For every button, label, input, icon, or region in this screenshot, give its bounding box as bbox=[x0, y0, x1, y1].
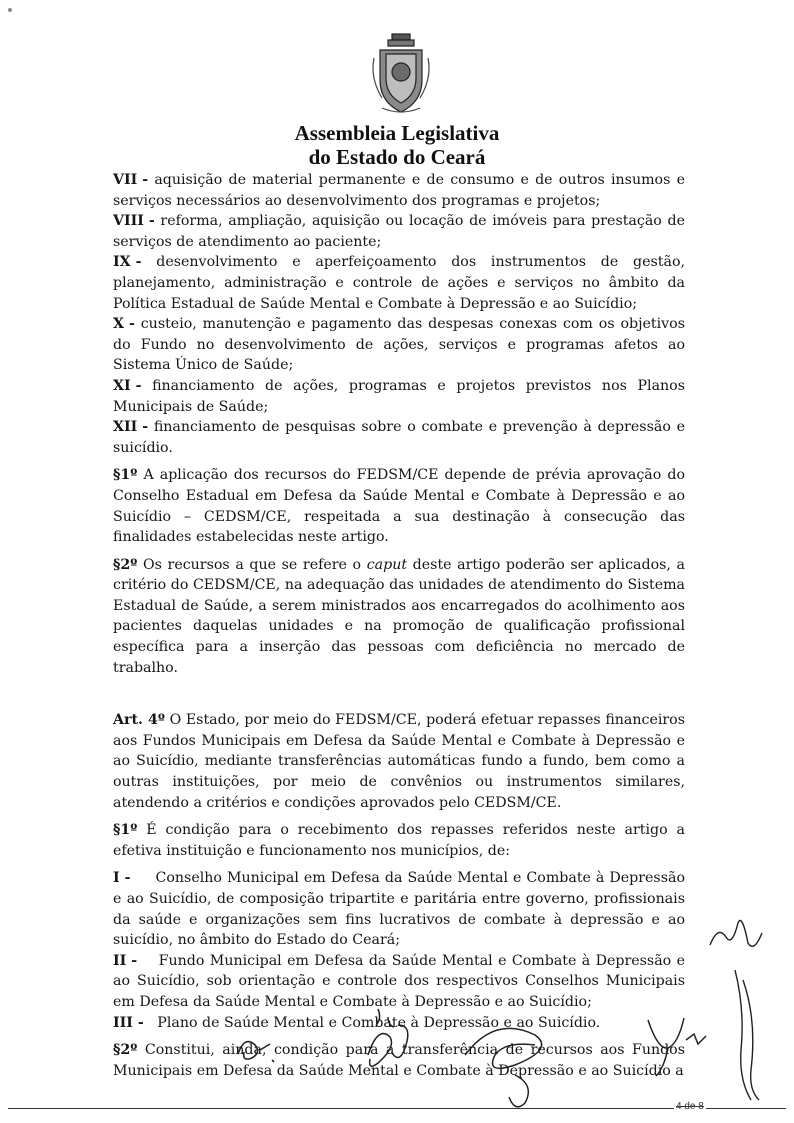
item-numeral: VIII - bbox=[113, 213, 155, 230]
item-numeral: X - bbox=[113, 316, 135, 333]
item-numeral: I - bbox=[113, 870, 131, 887]
paragraph-mark: §1º bbox=[113, 467, 138, 484]
paragraph-1 bbox=[113, 465, 685, 547]
institution-name-line2: do Estado do Ceará bbox=[308, 145, 486, 169]
handwritten-signature-right bbox=[715, 960, 775, 1110]
article-4 bbox=[113, 710, 685, 813]
list-item bbox=[113, 170, 685, 211]
page-number: 4 de 8 bbox=[676, 1101, 704, 1112]
item-text: reforma, ampliação, aquisição ou locação de imóveis para prestação de serviços de atendimento ao paciente; bbox=[113, 213, 685, 250]
paragraph-text-after: deste artigo poderão ser aplicados, a critério do CEDSM/CE, na adequação das unidades de atendimento do Sistema Estadual de Saúde, a serem ministrados aos encarregados do acolhimento aos pacientes daquelas unidades e na promoção de qualificação profissional específica para a inserção das pessoas com deficiência no mercado de trabalho. bbox=[113, 556, 685, 676]
item-text: desenvolvimento e aperfeiçoamento dos instrumentos de gestão, planejamento, administração e controle de ações e serviços no âmbito da Política Estadual de Saúde Mental e Combate à Depressão e ao Suicídio; bbox=[113, 254, 685, 312]
handwritten-signature-scribble bbox=[455, 1015, 575, 1115]
item-numeral: II - bbox=[113, 952, 138, 969]
state-coat-of-arms-icon bbox=[370, 28, 432, 118]
item-numeral: III - bbox=[113, 1014, 144, 1031]
paragraph-mark: §2º bbox=[113, 556, 138, 573]
item-text: Conselho Municipal em Defesa da Saúde Mental e Combate à Depressão e ao Suicídio, de composição tripartite e paritária entre governo, profissionais da saúde e organizações sem fins lucrativos de combate à depressão e ao suicídio, no âmbito do Estado do Ceará; bbox=[113, 870, 690, 949]
item-text: financiamento de ações, programas e projetos previstos nos Planos Municipais de Saúde; bbox=[113, 377, 685, 415]
handwritten-initials-left bbox=[232, 1030, 282, 1070]
list-item bbox=[113, 417, 685, 458]
document-body bbox=[113, 170, 690, 1081]
article-4-paragraph-1 bbox=[113, 820, 685, 861]
caput-term: caput bbox=[366, 556, 408, 573]
item-numeral: XII - bbox=[113, 419, 149, 436]
list-item bbox=[113, 376, 685, 417]
item-numeral: XI - bbox=[113, 377, 142, 394]
article-label: Art. 4º bbox=[113, 712, 165, 729]
list-item bbox=[113, 211, 685, 252]
footer-rule bbox=[8, 1108, 786, 1109]
paragraph-text: É condição para o recebimento dos repasses referidos neste artigo a efetiva instituição e funcionamento nos municípios, de: bbox=[113, 822, 685, 859]
paragraph-text-before: Os recursos a que se refere o bbox=[137, 556, 367, 573]
scan-speck bbox=[8, 8, 12, 12]
paragraph-2 bbox=[113, 555, 685, 679]
paragraph-text: A aplicação dos recursos do FEDSM/CE depende de prévia aprovação do Conselho Estadual em Defesa da Saúde Mental e Combate à Depressão e ao Suicídio – CEDSM/CE, respeitada a sua destinação à consecução das finalidades estabelecidas neste artigo. bbox=[113, 467, 685, 546]
item-text: Fundo Municipal em Defesa da Saúde Mental e Combate à Depressão e ao Suicídio, sob orientação e controle dos respectivos Conselhos Municipais em Defesa da Saúde Mental e Combate à Depressão e ao Suicídio; bbox=[113, 952, 690, 1010]
item-numeral: VII - bbox=[113, 172, 149, 188]
paragraph-text: Constitui, ainda, condição para a transferência de recursos aos Fundos Municipais em Defesa da Saúde Mental e Combate à Depressão e ao Suicídio a bbox=[113, 1042, 685, 1079]
handwritten-signature-center bbox=[338, 1005, 448, 1085]
item-text: financiamento de pesquisas sobre o combate e prevenção à depressão e suicídio. bbox=[113, 419, 685, 456]
item-numeral: IX - bbox=[113, 254, 142, 271]
item-text: custeio, manutenção e pagamento das despesas conexas com os objetivos do Fundo no desenvolvimento de ações, serviços e programas afetos ao Sistema Único de Saúde; bbox=[113, 316, 685, 374]
article-text: O Estado, por meio do FEDSM/CE, poderá efetuar repasses financeiros aos Fundos Municipais em Defesa da Saúde Mental e Combate à Depressão e ao Suicídio, mediante transferências automáticas fundo a fundo, bem como a outras instituições, por meio de convênios ou instrumentos similares, atendendo a critérios e condições aprovados pelo CEDSM/CE. bbox=[113, 712, 685, 811]
paragraph-mark: §2º bbox=[113, 1042, 138, 1059]
institution-name-line1: Assembleia Legislativa bbox=[294, 121, 500, 145]
handwritten-signature-y bbox=[640, 1000, 720, 1080]
list-item bbox=[113, 951, 690, 1013]
item-text: aquisição de material permanente e de consumo e de outros insumos e serviços necessários ao desenvolvimento dos programas e projetos; bbox=[113, 172, 685, 209]
list-item bbox=[113, 314, 685, 376]
paragraph-mark: §1º bbox=[113, 822, 138, 839]
list-item bbox=[113, 868, 690, 950]
item-text: Plano de Saúde Mental e Combate à Depressão e ao Suicídio. bbox=[143, 1014, 601, 1031]
list-item bbox=[113, 252, 685, 314]
